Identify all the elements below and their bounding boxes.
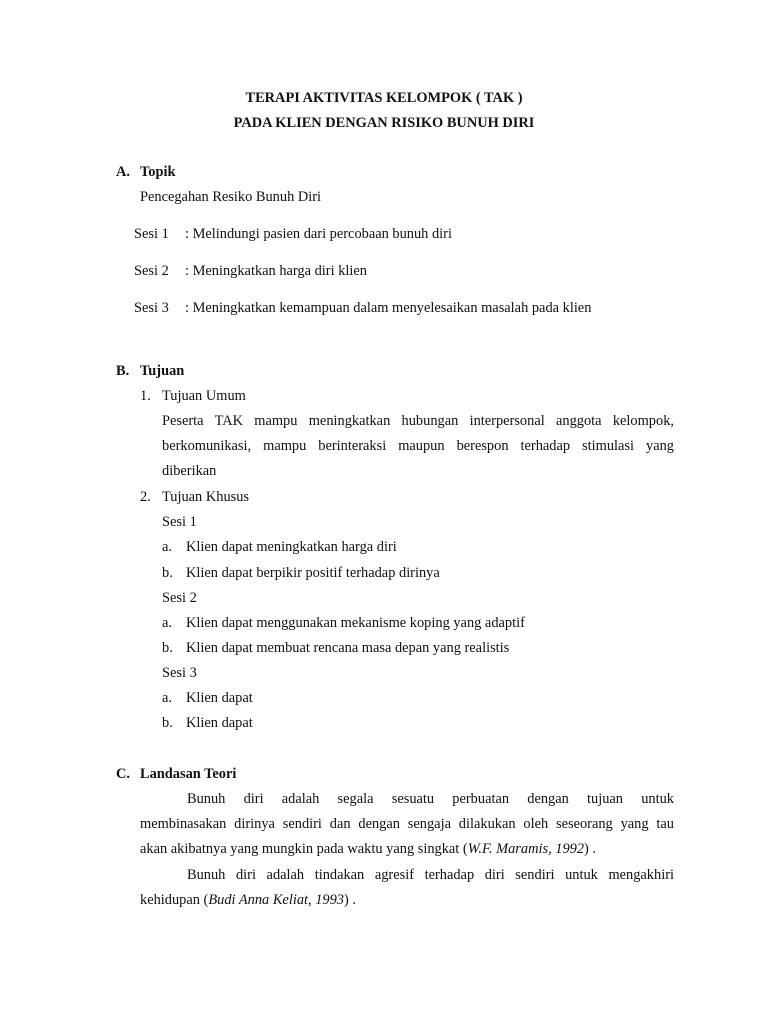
- sesi-3-label: Sesi 3: [162, 665, 197, 681]
- session-label: Sesi 2: [134, 263, 169, 279]
- paragraph-1-line-1: Bunuh diri adalah segala sesuatu perbuatan dengan tujuan untuk: [187, 791, 674, 807]
- list-item: Klien dapat membuat rencana masa depan yang realistis: [186, 640, 510, 656]
- section-a-letter: A.: [116, 164, 130, 180]
- session-description: : Melindungi pasien dari percobaan bunuh diri: [185, 226, 452, 242]
- list-item-letter: b.: [162, 565, 173, 581]
- session-description: : Meningkatkan harga diri klien: [185, 263, 367, 279]
- paragraph-2-text-end: ) .: [344, 892, 356, 908]
- list-item: Klien dapat berpikir positif terhadap dirinya: [186, 565, 440, 581]
- paragraph-2-line-1: Bunuh diri adalah tindakan agresif terhadap diri sendiri untuk mengakhiri: [187, 867, 674, 883]
- list-item-letter: b.: [162, 715, 173, 731]
- section-c-heading: Landasan Teori: [140, 766, 237, 782]
- tujuan-umum-line-1: Peserta TAK mampu meningkatkan hubungan interpersonal anggota kelompok,: [162, 413, 674, 429]
- paragraph-1-text: akan akibatnya yang mungkin pada waktu yang singkat (: [140, 841, 468, 857]
- tujuan-khusus-title: Tujuan Khusus: [162, 489, 250, 505]
- sesi-2-label: Sesi 2: [162, 590, 197, 606]
- sesi-1-label: Sesi 1: [162, 514, 197, 530]
- list-item: Klien dapat: [186, 715, 253, 731]
- title-line-2: PADA KLIEN DENGAN RISIKO BUNUH DIRI: [233, 115, 535, 131]
- list-item: Klien dapat: [186, 690, 253, 706]
- paragraph-1-text-end: ) .: [584, 841, 597, 857]
- list-item-letter: a.: [162, 615, 172, 631]
- list-item-letter: a.: [162, 539, 172, 555]
- tujuan-khusus-number: 2.: [140, 489, 151, 505]
- tujuan-umum-number: 1.: [140, 388, 151, 404]
- paragraph-1-line-3: [140, 837, 596, 862]
- list-item: Klien dapat menggunakan mekanisme koping yang adaptif: [186, 615, 525, 631]
- list-item: Klien dapat meningkatkan harga diri: [186, 539, 397, 555]
- list-item-letter: b.: [162, 640, 173, 656]
- citation: W.F. Maramis, 1992: [467, 841, 585, 857]
- tujuan-umum-title: Tujuan Umum: [162, 388, 246, 404]
- citation: Budi Anna Keliat, 1993: [208, 892, 344, 908]
- tujuan-umum-line-3: diberikan: [162, 463, 217, 479]
- title-line-1: TERAPI AKTIVITAS KELOMPOK ( TAK ): [245, 90, 523, 106]
- topic-text: Pencegahan Resiko Bunuh Diri: [140, 189, 322, 205]
- list-item-letter: a.: [162, 690, 172, 706]
- session-description: : Meningkatkan kemampuan dalam menyelesaikan masalah pada klien: [185, 300, 592, 316]
- paragraph-2-line-2: [140, 888, 356, 913]
- section-c-letter: C.: [116, 766, 130, 782]
- section-b-letter: B.: [116, 363, 130, 379]
- paragraph-1-line-2: membinasakan dirinya sendiri dan dengan sengaja dilakukan oleh seseorang yang tau: [140, 816, 674, 832]
- tujuan-umum-line-2: berkomunikasi, mampu berinteraksi maupun berespon terhadap stimulasi yang: [162, 438, 674, 454]
- paragraph-2-text: kehidupan (: [140, 892, 209, 908]
- session-label: Sesi 3: [134, 300, 169, 316]
- session-label: Sesi 1: [134, 226, 169, 242]
- section-a-heading: Topik: [140, 164, 176, 180]
- section-b-heading: Tujuan: [140, 363, 185, 379]
